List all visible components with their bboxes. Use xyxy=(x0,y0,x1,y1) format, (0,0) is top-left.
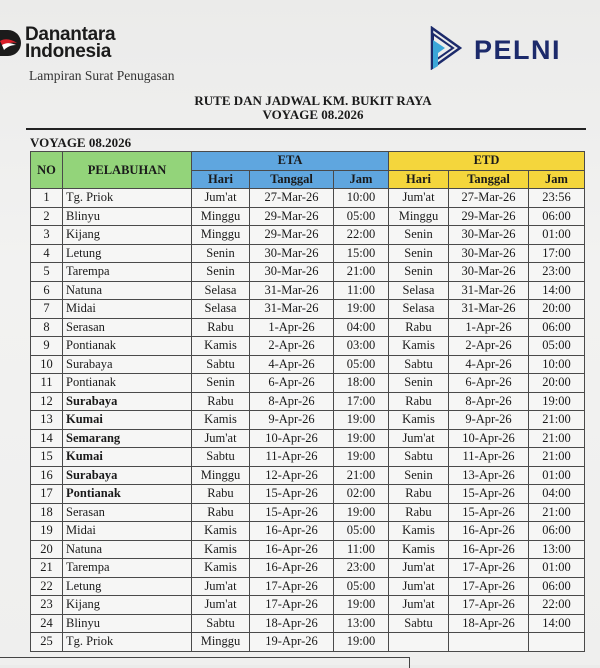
cell-eta-jam: 11:00 xyxy=(334,281,389,300)
cell-eta-hari: Kamis xyxy=(192,411,250,430)
cell-eta-hari: Rabu xyxy=(192,318,250,337)
cell-eta-tanggal: 10-Apr-26 xyxy=(250,429,334,448)
bottom-box-edge xyxy=(0,657,410,668)
cell-eta-jam: 18:00 xyxy=(334,374,389,393)
cell-etd-jam: 19:00 xyxy=(529,392,585,411)
cell-eta-tanggal: 2-Apr-26 xyxy=(250,337,334,356)
col-header-etd-hari: Hari xyxy=(389,170,449,189)
cell-eta-tanggal: 9-Apr-26 xyxy=(250,411,334,430)
cell-eta-tanggal: 4-Apr-26 xyxy=(250,355,334,374)
cell-no: 11 xyxy=(31,374,63,393)
cell-port: Semarang xyxy=(63,429,192,448)
cell-etd-hari: Jum'at xyxy=(389,596,449,615)
cell-etd-hari: Jum'at xyxy=(389,559,449,578)
col-header-etd: ETD xyxy=(389,152,585,171)
cell-eta-jam: 15:00 xyxy=(334,244,389,263)
cell-eta-tanggal: 6-Apr-26 xyxy=(250,374,334,393)
cell-eta-tanggal: 12-Apr-26 xyxy=(250,466,334,485)
cell-port: Pontianak xyxy=(63,337,192,356)
cell-etd-jam: 13:00 xyxy=(529,540,585,559)
cell-etd-jam: 23:56 xyxy=(529,189,585,208)
cell-etd-tanggal: 6-Apr-26 xyxy=(449,374,529,393)
cell-etd-hari: Senin xyxy=(389,263,449,282)
table-row xyxy=(31,540,585,559)
cell-etd-jam: 14:00 xyxy=(529,614,585,633)
cell-eta-tanggal: 16-Apr-26 xyxy=(250,540,334,559)
table-row xyxy=(31,374,585,393)
cell-port: Surabaya xyxy=(63,392,192,411)
table-row xyxy=(31,614,585,633)
col-header-etd-tanggal: Tanggal xyxy=(449,170,529,189)
cell-eta-hari: Jum'at xyxy=(192,429,250,448)
cell-eta-jam: 11:00 xyxy=(334,540,389,559)
cell-eta-jam: 22:00 xyxy=(334,226,389,245)
cell-port: Midai xyxy=(63,300,192,319)
cell-etd-jam: 20:00 xyxy=(529,374,585,393)
cell-eta-jam: 19:00 xyxy=(334,448,389,467)
danantara-text-line1: Danantara xyxy=(25,24,116,45)
table-row xyxy=(31,633,585,652)
cell-eta-hari: Selasa xyxy=(192,300,250,319)
cell-eta-jam: 19:00 xyxy=(334,300,389,319)
cell-etd-tanggal: 13-Apr-26 xyxy=(449,466,529,485)
table-row xyxy=(31,300,585,319)
cell-etd-hari: Senin xyxy=(389,374,449,393)
table-row xyxy=(31,318,585,337)
cell-no: 14 xyxy=(31,429,63,448)
document-subtitle: Lampiran Surat Penugasan xyxy=(29,68,175,83)
danantara-logo-icon xyxy=(0,28,22,58)
cell-etd-hari: Kamis xyxy=(389,337,449,356)
cell-etd-jam: 21:00 xyxy=(529,503,585,522)
table-row xyxy=(31,411,585,430)
col-header-port: PELABUHAN xyxy=(63,152,192,189)
danantara-wordmark xyxy=(25,26,115,60)
col-header-eta-hari: Hari xyxy=(192,170,250,189)
cell-port: Midai xyxy=(63,522,192,541)
document-title: RUTE DAN JADWAL KM. BUKIT RAYA xyxy=(194,93,432,108)
cell-etd-jam: 17:00 xyxy=(529,244,585,263)
cell-eta-jam: 23:00 xyxy=(334,559,389,578)
cell-eta-jam: 04:00 xyxy=(334,318,389,337)
cell-etd-hari: Jum'at xyxy=(389,189,449,208)
cell-etd-jam: 05:00 xyxy=(529,337,585,356)
cell-eta-hari: Minggu xyxy=(192,226,250,245)
table-row xyxy=(31,559,585,578)
cell-etd-hari: Kamis xyxy=(389,522,449,541)
cell-etd-tanggal xyxy=(449,633,529,652)
cell-etd-hari: Selasa xyxy=(389,281,449,300)
cell-eta-jam: 05:00 xyxy=(334,577,389,596)
cell-eta-hari: Minggu xyxy=(192,207,250,226)
col-header-no: NO xyxy=(31,152,63,189)
table-row xyxy=(31,207,585,226)
cell-etd-hari: Rabu xyxy=(389,318,449,337)
cell-port: Tg. Priok xyxy=(63,189,192,208)
cell-eta-jam: 21:00 xyxy=(334,466,389,485)
cell-port: Letung xyxy=(63,577,192,596)
cell-etd-jam: 04:00 xyxy=(529,485,585,504)
document-voyage-title: VOYAGE 08.2026 xyxy=(262,107,364,122)
cell-eta-hari: Kamis xyxy=(192,337,250,356)
cell-eta-tanggal: 16-Apr-26 xyxy=(250,559,334,578)
col-header-eta-jam: Jam xyxy=(334,170,389,189)
table-row xyxy=(31,503,585,522)
cell-eta-tanggal: 16-Apr-26 xyxy=(250,522,334,541)
cell-no: 15 xyxy=(31,448,63,467)
cell-etd-hari: Kamis xyxy=(389,540,449,559)
table-row xyxy=(31,355,585,374)
cell-etd-hari: Sabtu xyxy=(389,448,449,467)
cell-etd-hari: Rabu xyxy=(389,392,449,411)
cell-etd-hari: Senin xyxy=(389,244,449,263)
cell-eta-jam: 17:00 xyxy=(334,392,389,411)
cell-port: Surabaya xyxy=(63,355,192,374)
pelni-logo-icon xyxy=(430,26,464,75)
cell-port: Blinyu xyxy=(63,614,192,633)
cell-no: 23 xyxy=(31,596,63,615)
cell-port: Tarempa xyxy=(63,559,192,578)
cell-eta-hari: Sabtu xyxy=(192,448,250,467)
cell-no: 7 xyxy=(31,300,63,319)
cell-etd-jam: 22:00 xyxy=(529,596,585,615)
table-row xyxy=(31,226,585,245)
cell-etd-jam: 20:00 xyxy=(529,300,585,319)
cell-eta-tanggal: 17-Apr-26 xyxy=(250,596,334,615)
cell-eta-tanggal: 31-Mar-26 xyxy=(250,281,334,300)
schedule-table-body xyxy=(31,189,585,652)
cell-etd-jam: 21:00 xyxy=(529,448,585,467)
cell-etd-tanggal: 30-Mar-26 xyxy=(449,226,529,245)
cell-no: 6 xyxy=(31,281,63,300)
cell-eta-hari: Rabu xyxy=(192,503,250,522)
cell-eta-hari: Jum'at xyxy=(192,596,250,615)
cell-port: Pontianak xyxy=(63,485,192,504)
cell-etd-jam: 06:00 xyxy=(529,207,585,226)
cell-etd-hari: Kamis xyxy=(389,411,449,430)
cell-etd-tanggal: 17-Apr-26 xyxy=(449,577,529,596)
cell-etd-tanggal: 29-Mar-26 xyxy=(449,207,529,226)
cell-eta-jam: 21:00 xyxy=(334,263,389,282)
cell-eta-tanggal: 15-Apr-26 xyxy=(250,503,334,522)
cell-eta-hari: Senin xyxy=(192,263,250,282)
cell-etd-tanggal: 31-Mar-26 xyxy=(449,281,529,300)
cell-eta-tanggal: 27-Mar-26 xyxy=(250,189,334,208)
cell-etd-jam: 14:00 xyxy=(529,281,585,300)
pelni-logo xyxy=(430,26,561,75)
cell-no: 3 xyxy=(31,226,63,245)
cell-eta-tanggal: 29-Mar-26 xyxy=(250,207,334,226)
cell-eta-hari: Rabu xyxy=(192,485,250,504)
danantara-text-line2: Indonesia xyxy=(25,41,111,62)
cell-eta-hari: Kamis xyxy=(192,559,250,578)
col-header-eta-tanggal: Tanggal xyxy=(250,170,334,189)
cell-etd-tanggal: 27-Mar-26 xyxy=(449,189,529,208)
table-row xyxy=(31,485,585,504)
table-header-row-1 xyxy=(31,152,585,171)
cell-eta-hari: Kamis xyxy=(192,522,250,541)
cell-no: 18 xyxy=(31,503,63,522)
table-row xyxy=(31,392,585,411)
cell-eta-tanggal: 8-Apr-26 xyxy=(250,392,334,411)
cell-eta-tanggal: 15-Apr-26 xyxy=(250,485,334,504)
cell-no: 9 xyxy=(31,337,63,356)
cell-port: Tarempa xyxy=(63,263,192,282)
cell-eta-jam: 13:00 xyxy=(334,614,389,633)
header-divider xyxy=(26,128,586,130)
table-row xyxy=(31,577,585,596)
cell-etd-hari: Sabtu xyxy=(389,614,449,633)
cell-eta-jam: 19:00 xyxy=(334,429,389,448)
cell-no: 13 xyxy=(31,411,63,430)
cell-eta-jam: 19:00 xyxy=(334,596,389,615)
cell-eta-hari: Sabtu xyxy=(192,355,250,374)
table-row xyxy=(31,189,585,208)
cell-no: 22 xyxy=(31,577,63,596)
cell-etd-hari: Rabu xyxy=(389,503,449,522)
cell-eta-jam: 03:00 xyxy=(334,337,389,356)
cell-etd-tanggal: 11-Apr-26 xyxy=(449,448,529,467)
cell-etd-tanggal: 15-Apr-26 xyxy=(449,485,529,504)
cell-etd-hari: Senin xyxy=(389,466,449,485)
cell-eta-hari: Minggu xyxy=(192,466,250,485)
cell-etd-hari: Senin xyxy=(389,226,449,245)
cell-eta-jam: 19:00 xyxy=(334,503,389,522)
cell-eta-tanggal: 11-Apr-26 xyxy=(250,448,334,467)
cell-etd-hari: Rabu xyxy=(389,485,449,504)
table-row xyxy=(31,522,585,541)
cell-port: Serasan xyxy=(63,318,192,337)
cell-no: 10 xyxy=(31,355,63,374)
pelni-wordmark: PELNI xyxy=(474,35,562,65)
cell-eta-tanggal: 18-Apr-26 xyxy=(250,614,334,633)
cell-eta-tanggal: 17-Apr-26 xyxy=(250,577,334,596)
cell-no: 16 xyxy=(31,466,63,485)
cell-port: Kumai xyxy=(63,411,192,430)
cell-etd-jam: 23:00 xyxy=(529,263,585,282)
cell-etd-tanggal: 16-Apr-26 xyxy=(449,522,529,541)
cell-no: 12 xyxy=(31,392,63,411)
cell-no: 20 xyxy=(31,540,63,559)
cell-etd-hari xyxy=(389,633,449,652)
col-header-etd-jam: Jam xyxy=(529,170,585,189)
cell-etd-tanggal: 31-Mar-26 xyxy=(449,300,529,319)
cell-etd-jam: 01:00 xyxy=(529,226,585,245)
cell-no: 5 xyxy=(31,263,63,282)
cell-etd-jam: 06:00 xyxy=(529,318,585,337)
cell-etd-tanggal: 15-Apr-26 xyxy=(449,503,529,522)
cell-etd-jam: 21:00 xyxy=(529,429,585,448)
cell-etd-tanggal: 30-Mar-26 xyxy=(449,263,529,282)
cell-eta-jam: 02:00 xyxy=(334,485,389,504)
cell-no: 17 xyxy=(31,485,63,504)
cell-eta-tanggal: 1-Apr-26 xyxy=(250,318,334,337)
cell-etd-jam: 06:00 xyxy=(529,577,585,596)
cell-etd-tanggal: 2-Apr-26 xyxy=(449,337,529,356)
cell-etd-tanggal: 30-Mar-26 xyxy=(449,244,529,263)
cell-port: Surabaya xyxy=(63,466,192,485)
table-row xyxy=(31,448,585,467)
cell-eta-tanggal: 30-Mar-26 xyxy=(250,244,334,263)
cell-port: Blinyu xyxy=(63,207,192,226)
cell-port: Natuna xyxy=(63,281,192,300)
table-row xyxy=(31,281,585,300)
cell-etd-hari: Jum'at xyxy=(389,429,449,448)
cell-port: Natuna xyxy=(63,540,192,559)
voyage-label: VOYAGE 08.2026 xyxy=(30,135,132,150)
cell-etd-jam: 21:00 xyxy=(529,411,585,430)
cell-port: Serasan xyxy=(63,503,192,522)
cell-eta-hari: Selasa xyxy=(192,281,250,300)
cell-eta-jam: 05:00 xyxy=(334,522,389,541)
table-row xyxy=(31,466,585,485)
table-row xyxy=(31,263,585,282)
cell-eta-hari: Senin xyxy=(192,244,250,263)
cell-etd-hari: Sabtu xyxy=(389,355,449,374)
cell-etd-jam: 01:00 xyxy=(529,466,585,485)
cell-eta-hari: Jum'at xyxy=(192,189,250,208)
cell-etd-jam: 06:00 xyxy=(529,522,585,541)
cell-no: 24 xyxy=(31,614,63,633)
cell-etd-hari: Minggu xyxy=(389,207,449,226)
cell-etd-jam xyxy=(529,633,585,652)
cell-etd-tanggal: 9-Apr-26 xyxy=(449,411,529,430)
cell-eta-tanggal: 19-Apr-26 xyxy=(250,633,334,652)
cell-eta-hari: Rabu xyxy=(192,392,250,411)
cell-eta-jam: 19:00 xyxy=(334,411,389,430)
cell-eta-hari: Kamis xyxy=(192,540,250,559)
table-row xyxy=(31,244,585,263)
cell-etd-tanggal: 8-Apr-26 xyxy=(449,392,529,411)
table-row xyxy=(31,337,585,356)
col-header-eta: ETA xyxy=(192,152,389,171)
table-row xyxy=(31,429,585,448)
cell-port: Kumai xyxy=(63,448,192,467)
cell-etd-jam: 10:00 xyxy=(529,355,585,374)
cell-port: Letung xyxy=(63,244,192,263)
cell-etd-tanggal: 17-Apr-26 xyxy=(449,596,529,615)
cell-port: Tg. Priok xyxy=(63,633,192,652)
cell-etd-tanggal: 18-Apr-26 xyxy=(449,614,529,633)
table-row xyxy=(31,596,585,615)
cell-no: 25 xyxy=(31,633,63,652)
cell-etd-tanggal: 1-Apr-26 xyxy=(449,318,529,337)
cell-eta-tanggal: 31-Mar-26 xyxy=(250,300,334,319)
cell-eta-jam: 10:00 xyxy=(334,189,389,208)
cell-no: 1 xyxy=(31,189,63,208)
schedule-table xyxy=(30,151,585,652)
danantara-logo xyxy=(0,26,115,60)
cell-port: Pontianak xyxy=(63,374,192,393)
cell-etd-tanggal: 4-Apr-26 xyxy=(449,355,529,374)
cell-etd-hari: Jum'at xyxy=(389,577,449,596)
cell-eta-hari: Senin xyxy=(192,374,250,393)
cell-eta-jam: 19:00 xyxy=(334,633,389,652)
cell-port: Kijang xyxy=(63,226,192,245)
cell-no: 19 xyxy=(31,522,63,541)
cell-port: Kijang xyxy=(63,596,192,615)
cell-eta-jam: 05:00 xyxy=(334,207,389,226)
cell-eta-tanggal: 30-Mar-26 xyxy=(250,263,334,282)
cell-eta-tanggal: 29-Mar-26 xyxy=(250,226,334,245)
cell-etd-tanggal: 16-Apr-26 xyxy=(449,540,529,559)
cell-eta-jam: 05:00 xyxy=(334,355,389,374)
cell-etd-hari: Selasa xyxy=(389,300,449,319)
cell-no: 2 xyxy=(31,207,63,226)
cell-etd-jam: 01:00 xyxy=(529,559,585,578)
cell-no: 8 xyxy=(31,318,63,337)
cell-eta-hari: Minggu xyxy=(192,633,250,652)
cell-no: 21 xyxy=(31,559,63,578)
cell-etd-tanggal: 17-Apr-26 xyxy=(449,559,529,578)
cell-etd-tanggal: 10-Apr-26 xyxy=(449,429,529,448)
cell-eta-hari: Jum'at xyxy=(192,577,250,596)
cell-no: 4 xyxy=(31,244,63,263)
cell-eta-hari: Sabtu xyxy=(192,614,250,633)
